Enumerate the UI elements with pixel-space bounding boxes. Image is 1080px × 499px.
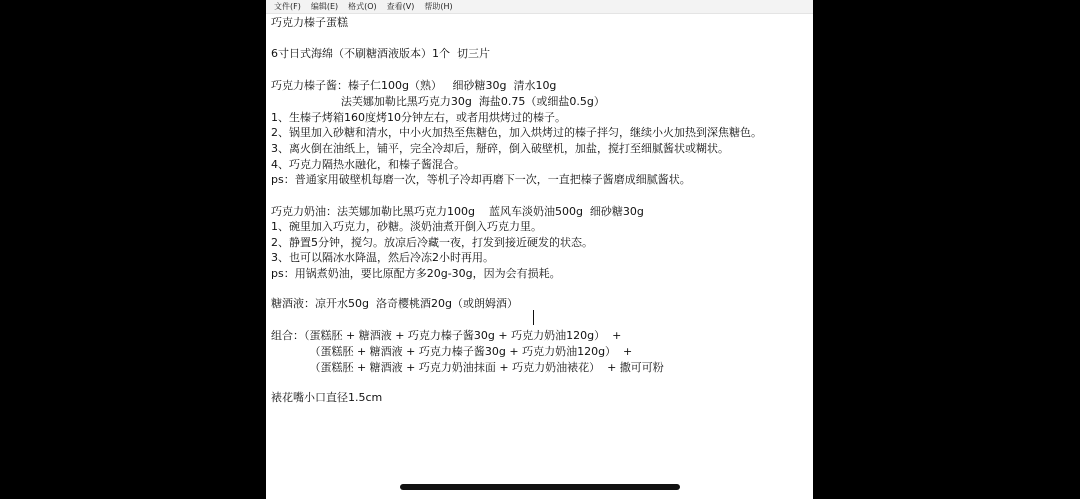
menu-bar (266, 0, 813, 14)
text-line: 2、静置5分钟，搅匀。放凉后冷藏一夜，打发到接近硬发的状态。 (271, 236, 593, 249)
text-line: 巧克力奶油：法芙娜加勒比黑巧克力100g 蓝风车淡奶油500g 细砂糖30g (271, 205, 644, 218)
menu-edit[interactable]: 编辑(E) (310, 1, 339, 11)
text-line: （蛋糕胚 + 糖酒液 + 巧克力奶油抹面 + 巧克力奶油裱花） + 撒可可粉 (271, 361, 664, 374)
menu-format[interactable]: 格式(O) (348, 1, 377, 11)
text-line: ps：普通家用破壁机每磨一次，等机子冷却再磨下一次，一直把榛子酱磨成细腻酱状。 (271, 173, 691, 186)
text-line: 3、离火倒在油纸上，铺平，完全冷却后，掰碎，倒入破壁机，加盐，搅打至细腻酱状或糊状。 (271, 142, 729, 155)
text-line-title: 巧克力榛子蛋糕 (271, 16, 348, 29)
notepad-window (266, 0, 813, 499)
text-line: 2、锅里加入砂糖和清水，中小火加热至焦糖色，加入烘烤过的榛子拌匀，继续小火加热到深焦糖色。 (271, 126, 762, 139)
text-line: 糖酒液：凉开水50g 洛奇樱桃酒20g（或朗姆酒） (271, 297, 518, 310)
menu-view[interactable]: 查看(V) (386, 1, 415, 11)
text-line: 4、巧克力隔热水融化，和榛子酱混合。 (271, 158, 465, 171)
text-editor[interactable] (271, 15, 811, 485)
menu-file[interactable]: 文件(F) (274, 1, 301, 11)
text-caret (533, 310, 534, 325)
text-line: 1、生榛子烤箱160度烤10分钟左右，或者用烘烤过的榛子。 (271, 111, 566, 124)
text-line: 法芙娜加勒比黑巧克力30g 海盐0.75（或细盐0.5g） (271, 95, 605, 108)
text-line: ps：用锅煮奶油，要比原配方多20g-30g，因为会有损耗。 (271, 267, 561, 280)
menu-help[interactable]: 帮助(H) (424, 1, 453, 11)
home-indicator-bar[interactable] (400, 484, 680, 490)
text-line: 6寸日式海绵（不刷糖酒液版本）1个 切三片 (271, 47, 490, 60)
text-line: 巧克力榛子酱：榛子仁100g（熟） 细砂糖30g 清水10g (271, 79, 557, 92)
text-line: 3、也可以隔冰水降温，然后冷冻2小时再用。 (271, 251, 494, 264)
text-line: （蛋糕胚 + 糖酒液 + 巧克力榛子酱30g + 巧克力奶油120g） + (271, 345, 633, 358)
text-line: 组合：（蛋糕胚 + 糖酒液 + 巧克力榛子酱30g + 巧克力奶油120g） + (271, 329, 622, 342)
text-line: 1、碗里加入巧克力，砂糖。淡奶油煮开倒入巧克力里。 (271, 220, 542, 233)
text-line: 裱花嘴小口直径1.5cm (271, 391, 383, 404)
